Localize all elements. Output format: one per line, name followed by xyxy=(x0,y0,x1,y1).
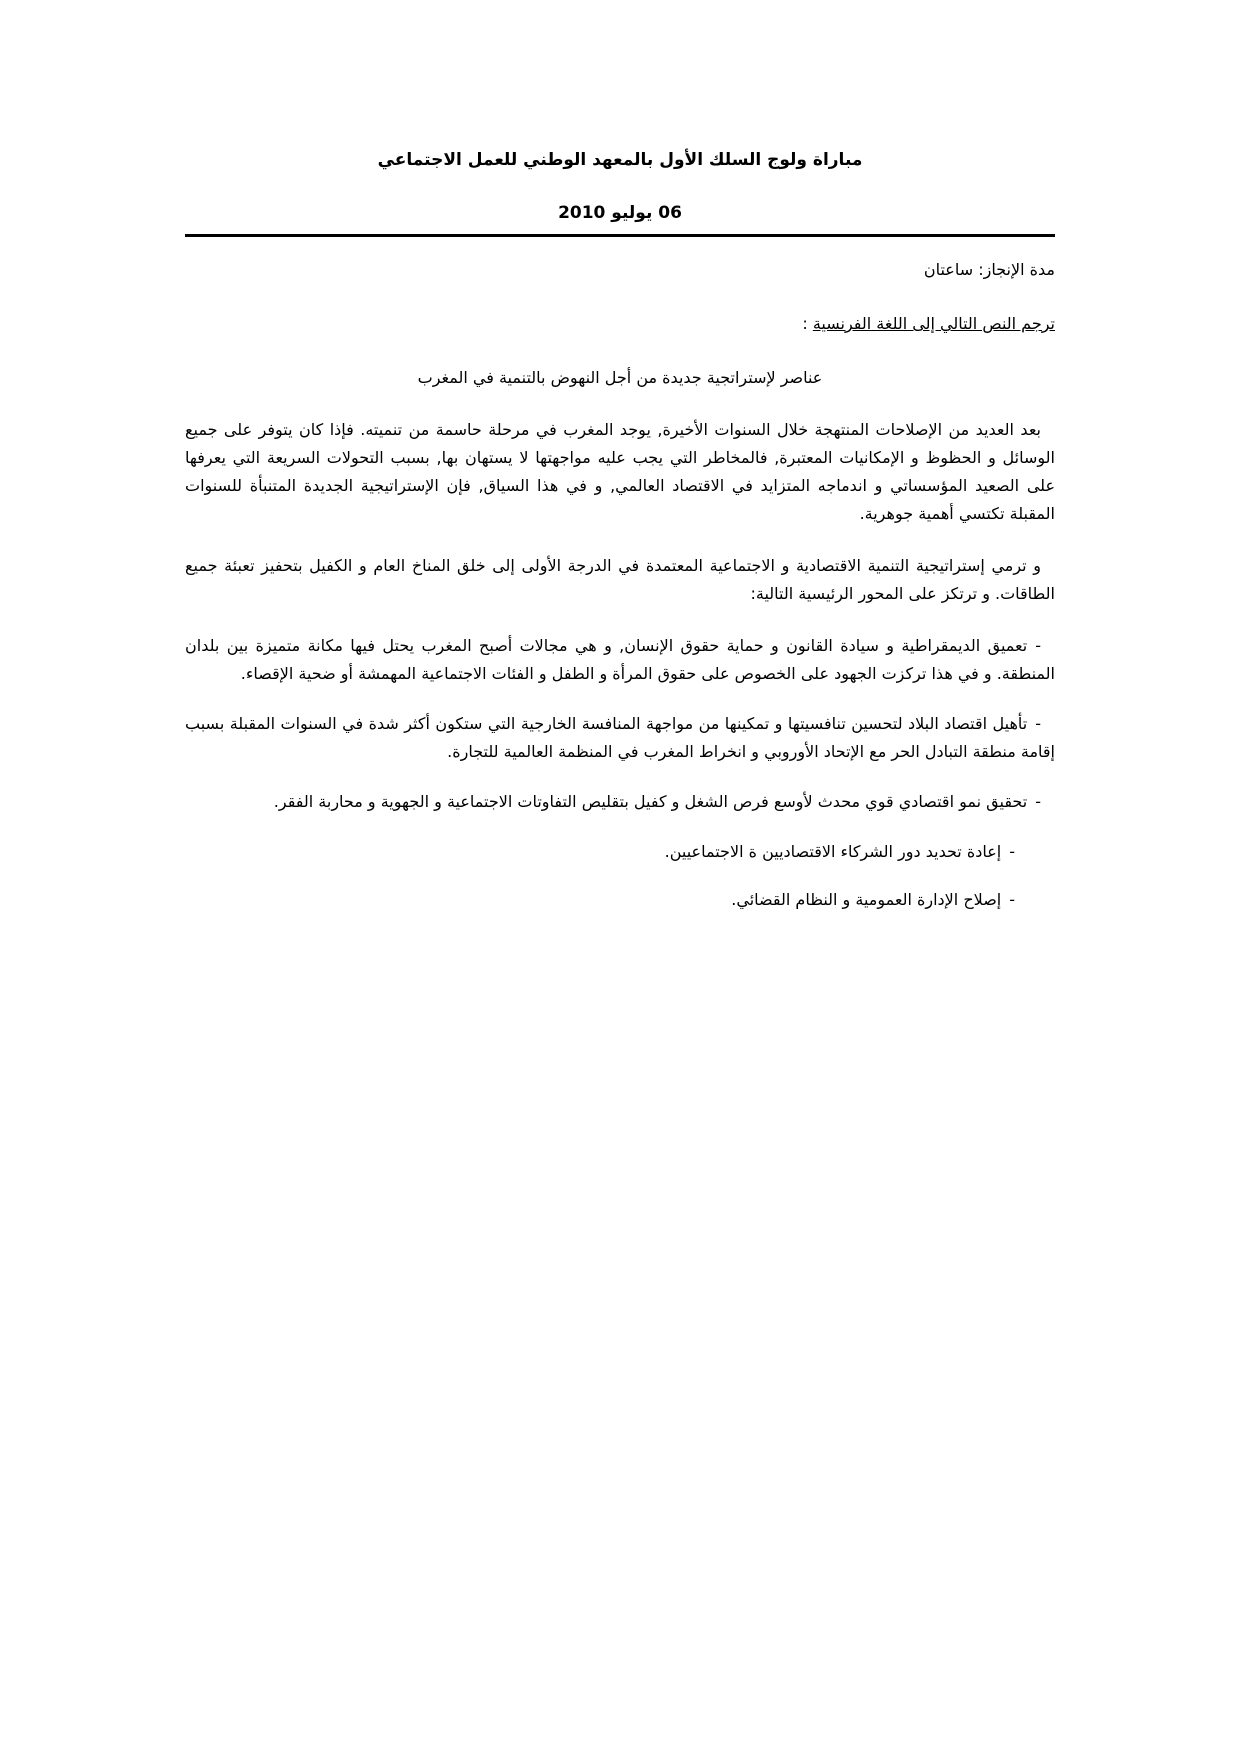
list-item-text: تعميق الديمقراطية و سيادة القانون و حماية حقوق الإنسان, و هي مجالات أصبح المغرب يحتل فيها مكانة متميزة بين بلدان المنطقة. و في هذا تركزت الجهود على الخصوص على حقوق المرأة و الطفل و الفئات الاجتماعية المهمشة أو ضحية الإقصاء. xyxy=(185,636,1055,683)
document-title: مباراة ولوج السلك الأول بالمعهد الوطني للعمل الاجتماعي xyxy=(377,150,863,170)
list-item-text: إعادة تحديد دور الشركاء الاقتصاديين ة الاجتماعيين. xyxy=(664,842,1002,861)
paragraph-1: بعد العديد من الإصلاحات المنتهجة خلال السنوات الأخيرة, يوجد المغرب في مرحلة حاسمة من تنميته. فإذا كان يتوفر على جميع الوسائل و الحظوظ و الإمكانيات المعتبرة, فالمخاطر التي يجب عليه مواجهتها لا يستهان بها, بسبب التحولات السريعة التي يعرفها على الصعيد المؤسساتي و اندماجه المتزايد في الاقتصاد العالمي, و في هذا السياق, فإن الإستراتيجية الجديدة المتنبأة للسنوات المقبلة تكتسي أهمية جوهرية. xyxy=(185,420,1055,523)
list-item-text: إصلاح الإدارة العمومية و النظام القضائي. xyxy=(731,890,1002,909)
header-divider xyxy=(185,234,1055,237)
bullet-dash: - xyxy=(1035,792,1041,811)
document-body xyxy=(185,256,1055,934)
list-item xyxy=(185,710,1055,766)
instruction-colon: : xyxy=(802,314,813,333)
list-item xyxy=(185,886,1055,914)
bullet-dash: - xyxy=(1009,890,1015,909)
bullet-dash: - xyxy=(1035,714,1041,733)
document-date: 06 يوليو 2010 xyxy=(558,203,682,223)
paragraph-2: و ترمي إستراتيجية التنمية الاقتصادية و الاجتماعية المعتمدة في الدرجة الأولى إلى خلق المناخ العام و الكفيل بتحفيز تعبئة جميع الطاقات. و ترتكز على المحور الرئيسية التالية: xyxy=(185,556,1055,603)
list-item xyxy=(185,838,1055,866)
text-title: عناصر لإستراتجية جديدة من أجل النهوض بالتنمية في المغرب xyxy=(417,368,823,387)
list-item xyxy=(185,788,1055,816)
duration-line: مدة الإنجاز: ساعتان xyxy=(923,260,1055,279)
list-item xyxy=(185,632,1055,688)
instruction-text: ترجم النص التالي إلى اللغة الفرنسية xyxy=(812,314,1055,333)
list-item-text: تأهيل اقتصاد البلاد لتحسين تنافسيتها و تمكينها من مواجهة المنافسة الخارجية التي ستكون أكثر شدة في السنوات المقبلة بسبب إقامة منطقة التبادل الحر مع الإتحاد الأوروبي و انخراط المغرب في المنظمة العالمية للتجارة. xyxy=(185,714,1055,761)
instruction-line xyxy=(185,310,1055,338)
bullet-dash: - xyxy=(1009,842,1015,861)
bullet-dash: - xyxy=(1035,636,1041,655)
list-item-text: تحقيق نمو اقتصادي قوي محدث لأوسع فرص الشغل و كفيل بتقليص التفاوتات الاجتماعية و الجهوية و محاربة الفقر. xyxy=(273,792,1028,811)
